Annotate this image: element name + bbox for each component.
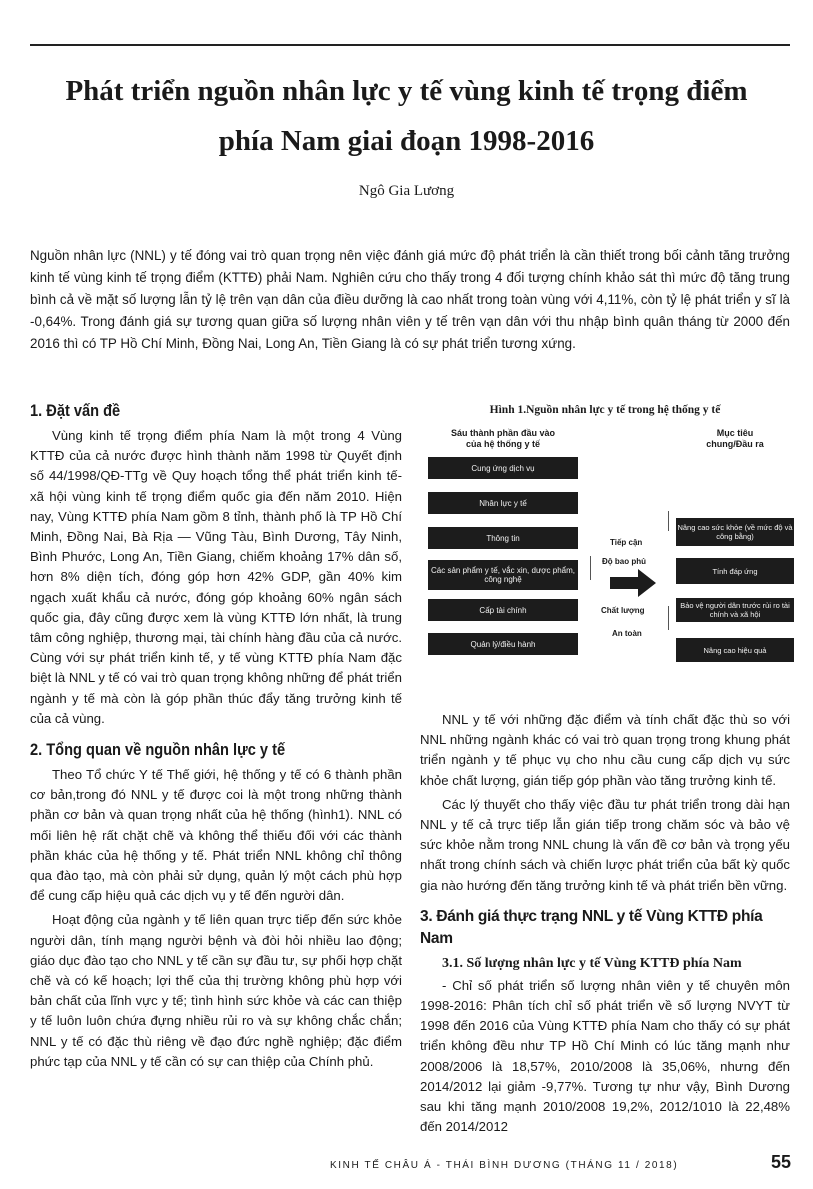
middle-label-coverage: Độ bao phủ xyxy=(602,557,646,566)
health-system-diagram xyxy=(420,426,793,696)
journal-footer: KINH TẾ CHÂU Á - THÁI BÌNH DƯƠNG (THÁNG 11 / 2018) xyxy=(330,1160,679,1171)
diagram-left-header: Sáu thành phần đầu vào của hệ thống y tế xyxy=(450,428,555,449)
bracket-line-left xyxy=(590,556,591,580)
input-box-health-workforce: Nhân lực y tế xyxy=(428,492,578,514)
article-title xyxy=(20,66,793,166)
input-box-governance: Quản lý/điều hành xyxy=(428,633,578,655)
diagram-right-header: Mục tiêu chung/Đầu ra xyxy=(706,428,764,449)
bracket-line-right-top xyxy=(668,511,669,531)
right-paragraph-2: Các lý thuyết cho thấy việc đầu tư phát triển trong dài hạn NNL y tế cả trực tiếp lẫn gián tiếp trong chăm sóc và bảo vệ sức khỏe nằm trong NNL chung là vấn đề cơ bản và trọng yếu nhất trong chính sách và chiến lược phát triển của bất kỳ quốc gia nào hướng đến tăng trưởng kinh tế và phát triển bền vững. xyxy=(420,796,790,893)
right-text xyxy=(420,710,790,1137)
section-3-1-heading: 3.1. Số lượng nhân lực y tế Vùng KTTĐ phía Nam xyxy=(442,955,742,971)
input-box-financing: Cấp tài chính xyxy=(428,599,578,621)
section-2-paragraph-2: Hoạt động của ngành y tế liên quan trực tiếp đến sức khỏe người dân, tính mạng người bệnh và đòi hỏi nhiều lao động; giáo dục đào tạo cho NNL y tế cần sự đầu tư, sự phối hợp chặt chẽ và có kế hoạch; lợi thế của thị trường không phù hợp với bản chất của lĩnh vực y tế; tình hình sức khỏe và các can thiệp y tế luôn luôn chứa đựng nhiều rủi ro và sự không chắc chắn; NNL y tế có đặc thù riêng về đạo đức nghề nghiệp; đặc điểm phức tạp của NNL y tế cần có sự can thiệp của Chính phủ. xyxy=(30,912,402,1069)
input-box-service-delivery: Cung ứng dịch vụ xyxy=(428,457,578,479)
section-2-paragraph-1: Theo Tổ chức Y tế Thế giới, hệ thống y tế có 6 thành phần cơ bản,trong đó NNL y tế được coi là một trong những thành phần cơ bản và quan trọng nhất của hệ thống (hình1). NNL có mối liên hệ rất chặt chẽ và không thể thiếu đối với các thành phần khác của hệ thống y tế. Phát triển NNL không chỉ thông qua đào tạo, mà còn phải sử dụng, quản lý một cách phù hợp để cung cấp hiệu quả các dịch vụ y tế đến người dân. xyxy=(30,767,402,904)
output-box-efficiency: Nâng cao hiệu quả xyxy=(676,638,794,662)
section-1-heading: 1. Đặt vấn đề xyxy=(30,401,121,420)
title-line-2: phía Nam giai đoạn 1998-2016 xyxy=(218,125,595,157)
section-3-heading: 3. Đánh giá thực trạng NNL y tế Vùng KTTĐ phía Nam xyxy=(420,907,763,947)
figure-title: Hình 1.Nguồn nhân lực y tế trong hệ thống y tế xyxy=(489,404,721,416)
output-box-financial-protection: Bảo vệ người dân trước rủi ro tài chính và xã hội xyxy=(676,598,794,622)
author: Ngô Gia Lương xyxy=(358,183,455,199)
abstract: Nguồn nhân lực (NNL) y tế đóng vai trò quan trọng nên việc đánh giá mức độ phát triển là cần thiết trong bối cảnh tăng trưởng kinh tế vùng kinh tế trọng điểm (KTTĐ) phải Nam. Nghiên cứu cho thấy trong 4 đối tượng chính khảo sát thì mức độ tăng trung bình cả về mặt số lượng lẫn tỷ lệ trên vạn dân của điều dưỡng là cao nhất trong toàn vùng với 4,11%, còn tỷ lệ phát triển y sĩ là -0,64%. Trong đánh giá sự tương quan giữa số lượng nhân viên y tế trên vạn dân với thu nhập bình quân tháng từ 2000 đến 2016 thì có TP Hồ Chí Minh, Đồng Nai, Long An, Tiền Giang là có sự phát triển tương xứng. xyxy=(30,248,790,351)
left-column xyxy=(30,400,402,1076)
right-column xyxy=(420,404,793,1141)
section-2-heading: 2. Tổng quan về nguồn nhân lực y tế xyxy=(30,740,286,760)
input-box-medical-products: Các sản phẩm y tế, vắc xin, dược phẩm, công nghệ xyxy=(428,560,578,590)
section-3-paragraph: - Chỉ số phát triển số lượng nhân viên y tế chuyên môn 1998-2016: Phân tích chỉ số phát triển về số lượng NVYT từ 1998 đến 2016 của Vùng KTTĐ phía Nam cho thấy có sự phát triển không đều như TP Hồ Chí Minh có lúc tăng mạnh như 2008/2006 là 18,57%, 2010/2008 là 35,06%, nhưng đến 2014/2012 lại giảm -9,77%. Tương tự như vậy, Bình Dương sau khi tăng mạnh 2010/2008 19,2%, 2012/1010 là 22,48% đến 2014/2012 xyxy=(420,977,790,1135)
page-number: 55 xyxy=(771,1152,792,1172)
middle-label-safety: An toàn xyxy=(612,629,642,638)
bracket-line-right-bottom xyxy=(668,606,669,630)
middle-label-access: Tiếp cận xyxy=(610,538,643,547)
middle-label-quality: Chất lượng xyxy=(601,606,645,615)
top-rule xyxy=(30,44,790,46)
section-1-paragraph: Vùng kinh tế trọng điểm phía Nam là một trong 4 Vùng KTTĐ của cả nước được hình thành năm 1998 từ Quyết định số 44/1998/QĐ-TTg về Quy hoạch tổng thể phát triển kinh tế-xã hội vùng kinh tế trọng điểm quốc gia đến năm 2010. Hiện nay, Vùng KTTĐ phía Nam gồm 8 tỉnh, thành phố là TP Hồ Chí Minh, Đồng Nai, Bà Rịa — Vũng Tàu, Bình Dương, Tây Ninh, Bình Phước, Long An, Tiền Giang, chiếm khoảng 17% dân số, hơn 8% diện tích, đóng góp hơn 42% GDP, gần 40% kim ngạch xuất khẩu cả nước, đóng góp khoảng 60% ngân sách quốc gia, đây cũng được xem là vùng KTTĐ lớn nhất, là trung tâm công nghiệp, thương mại, tài chính hàng đầu của cả nước. Cùng với sự phát triển kinh tế, y tế vùng KTTĐ phía Nam đặc biệt là NNL y tế có vai trò quan trọng không những để phát triển ngành y tế mà còn là góp phần thúc đẩy tăng trưởng kinh tế của cả vùng. xyxy=(30,428,402,726)
output-box-responsiveness: Tính đáp ứng xyxy=(676,558,794,584)
right-paragraph-1: NNL y tế với những đặc điểm và tính chất đặc thù so với NNL những ngành khác có vai trò quan trọng trong khung phát triển ngành y tế phục vụ cho nhu cầu cung cấp dịch vụ sức khỏe chất lượng, gián tiếp góp phần vào tăng trưởng kinh tế. xyxy=(420,712,790,788)
output-box-improved-health: Nâng cao sức khỏe (về mức độ và công bằng) xyxy=(676,518,794,546)
input-box-information: Thông tin xyxy=(428,527,578,549)
flow-arrow-icon xyxy=(610,568,656,598)
title-line-1: Phát triển nguồn nhân lực y tế vùng kinh tế trọng điểm xyxy=(65,75,748,107)
